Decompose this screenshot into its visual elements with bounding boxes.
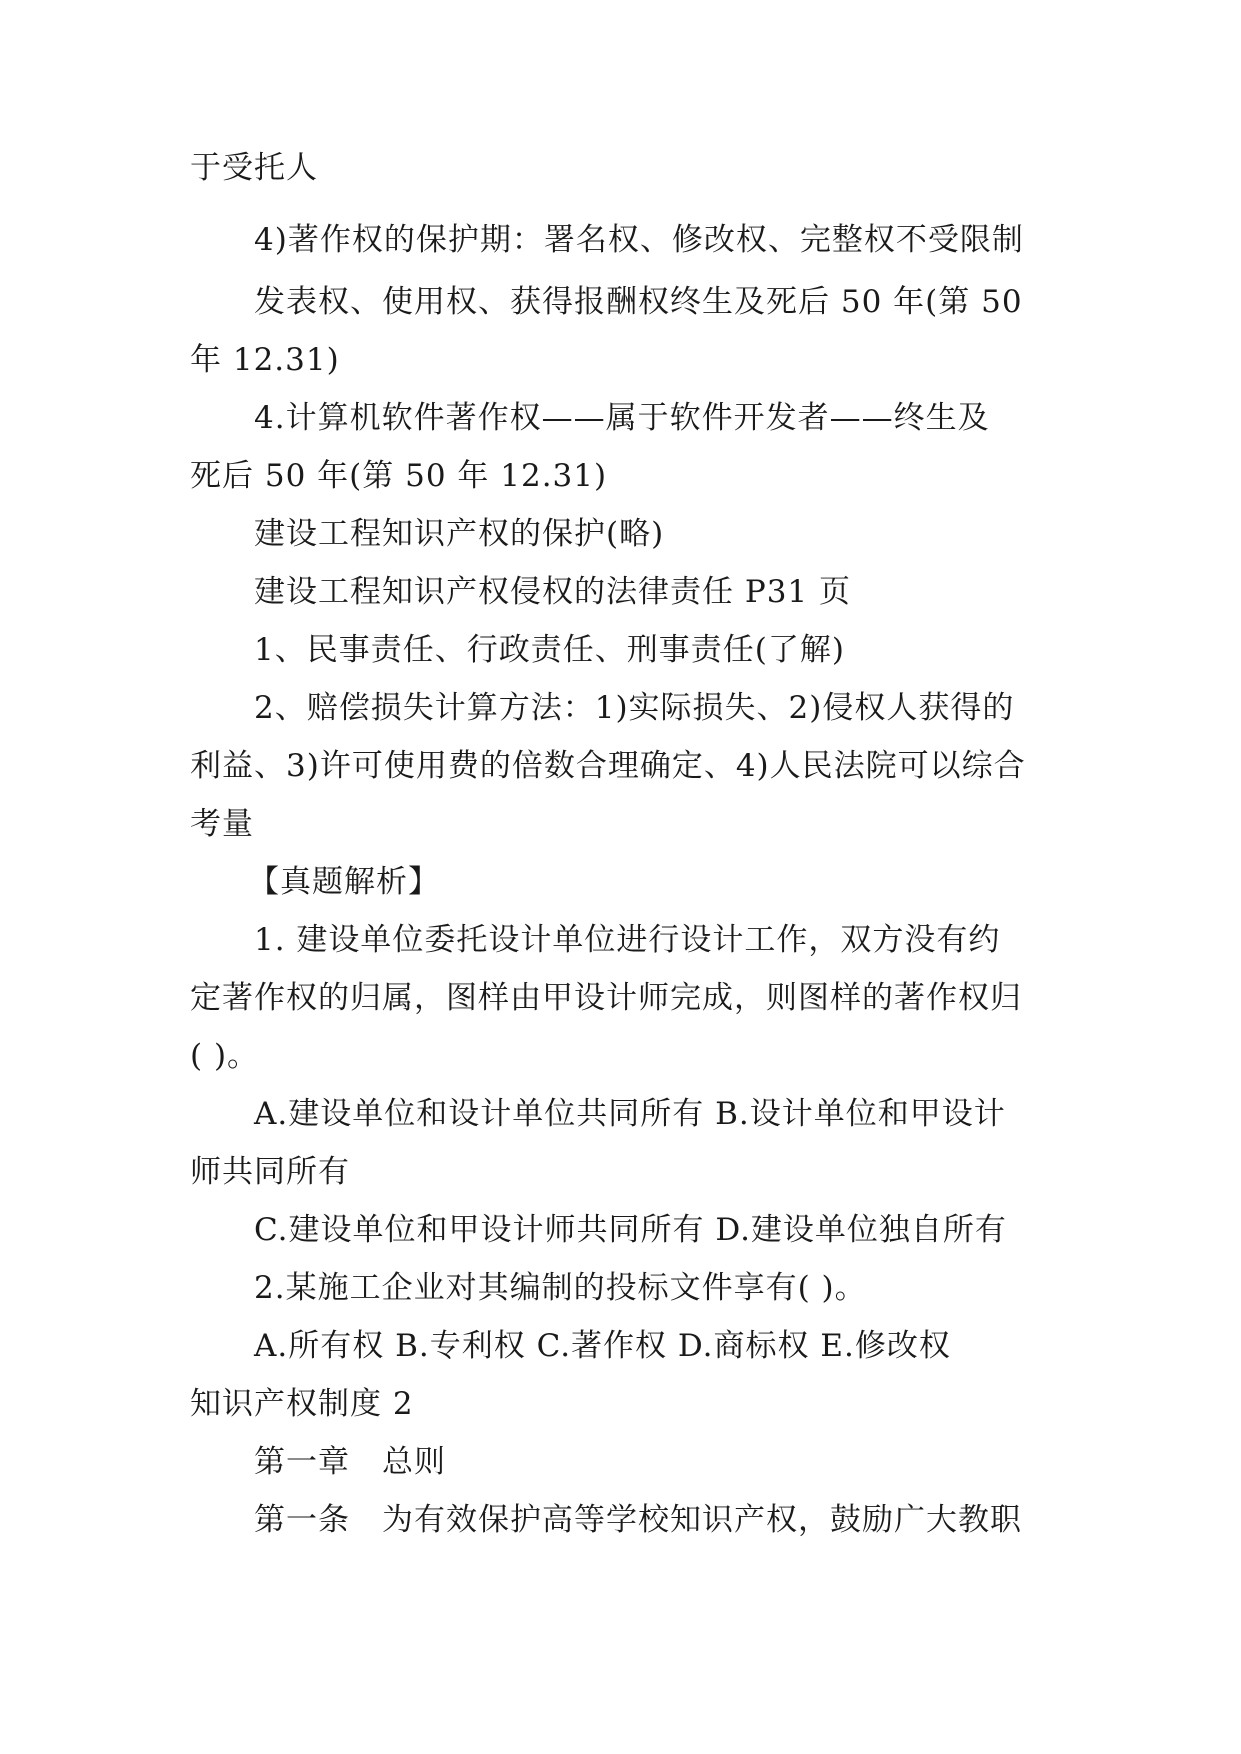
answer-options: A.所有权 B.专利权 C.著作权 D.商标权 E.修改权 (254, 1328, 951, 1364)
text-line: 年 12.31) (190, 342, 340, 378)
text-line: 于受托人 (190, 150, 318, 186)
answer-options: 师共同所有 (190, 1154, 350, 1190)
document-title: 知识产权制度 2 (190, 1386, 414, 1422)
question-text: ( )。 (190, 1038, 260, 1074)
section-heading: 【真题解析】 (248, 864, 440, 900)
question-text: 1. 建设单位委托设计单位进行设计工作，双方没有约 (254, 922, 1001, 958)
text-line: 4)著作权的保护期：署名权、修改权、完整权不受限制 (254, 222, 1024, 258)
answer-options: A.建设单位和设计单位共同所有 B.设计单位和甲设计 (254, 1096, 1006, 1132)
text-line: 建设工程知识产权的保护(略) (254, 516, 665, 552)
text-line: 2、赔偿损失计算方法：1)实际损失、2)侵权人获得的 (254, 690, 1015, 726)
text-line: 建设工程知识产权侵权的法律责任 P31 页 (254, 574, 852, 610)
text-line: 1、民事责任、行政责任、刑事责任(了解) (254, 632, 845, 668)
text-line: 发表权、使用权、获得报酬权终生及死后 50 年(第 50 (254, 284, 1023, 320)
text-line: 利益、3)许可使用费的倍数合理确定、4)人民法院可以综合 (190, 748, 1026, 784)
question-text: 定著作权的归属，图样由甲设计师完成，则图样的著作权归 (190, 980, 1022, 1016)
text-line: 死后 50 年(第 50 年 12.31) (190, 458, 608, 494)
text-line: 4.计算机软件著作权——属于软件开发者——终生及 (254, 400, 990, 436)
question-text: 2.某施工企业对其编制的投标文件享有( )。 (254, 1270, 867, 1306)
answer-options: C.建设单位和甲设计师共同所有 D.建设单位独自所有 (254, 1212, 1007, 1248)
text-line: 考量 (190, 806, 254, 842)
article-text: 第一条 为有效保护高等学校知识产权，鼓励广大教职 (254, 1502, 1022, 1538)
chapter-heading: 第一章 总则 (254, 1444, 446, 1480)
